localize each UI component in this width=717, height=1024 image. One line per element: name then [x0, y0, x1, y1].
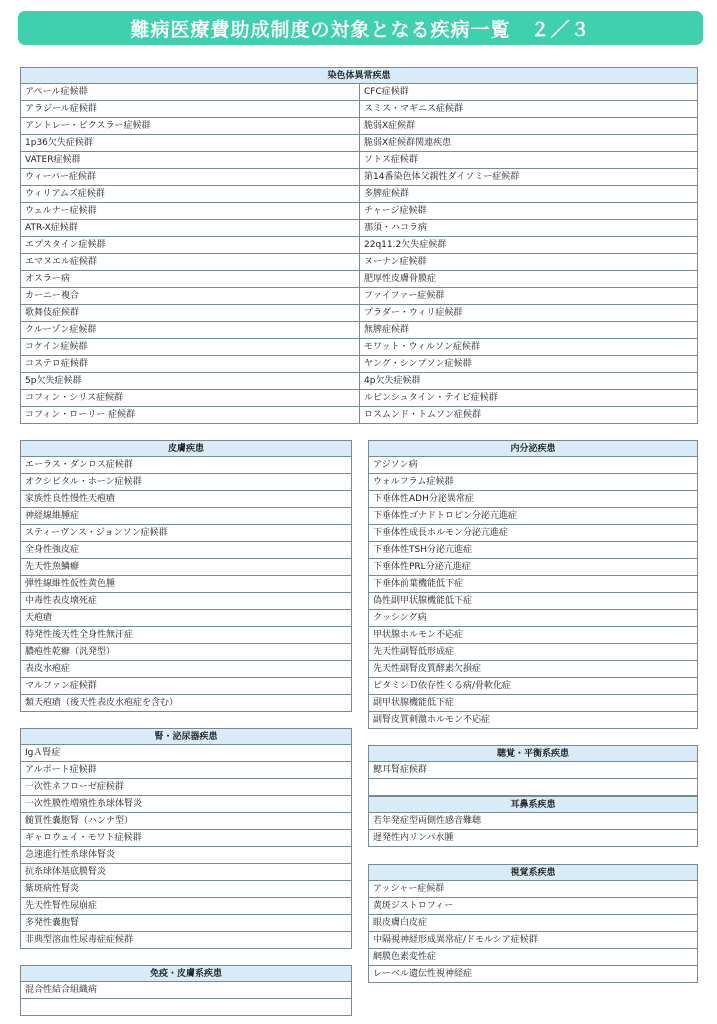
disease-row: 無脾症候群	[359, 322, 698, 339]
page-title: 難病医療費助成制度の対象となる疾病一覧 ２／３	[18, 11, 703, 45]
disease-row: 歌舞伎症候群	[20, 305, 359, 322]
disease-row: 抗糸球体基底膜腎炎	[20, 864, 352, 881]
disease-row: オクシピタル・ホーン症候群	[20, 474, 352, 491]
disease-row: 紫斑病性腎炎	[20, 881, 352, 898]
section-header: 染色体異常疾患	[20, 67, 698, 84]
disease-row: 中毒性表皮壊死症	[20, 593, 352, 610]
disease-row: ロスムンド・トムソン症候群	[359, 407, 698, 424]
disease-row: コフィン・シリス症候群	[20, 390, 359, 407]
disease-row: アペール症候群	[20, 84, 359, 101]
disease-row: 先天性魚鱗癬	[20, 559, 352, 576]
disease-row: スミス・マギニス症候群	[359, 101, 698, 118]
disease-row: ルビンシュタイン・テイビ症候群	[359, 390, 698, 407]
disease-row: 眼皮膚白皮症	[368, 915, 698, 932]
disease-row: 先天性副腎皮質酵素欠損症	[368, 661, 698, 678]
empty-row	[20, 999, 352, 1016]
disease-row: 混合性結合組織病	[20, 982, 352, 999]
disease-row: ウェルナー症候群	[20, 203, 359, 220]
disease-row: アジソン病	[368, 457, 698, 474]
disease-row: エマヌエル症候群	[20, 254, 359, 271]
disease-row: 黄斑ジストロフィー	[368, 898, 698, 915]
disease-row: 下垂体性成長ホルモン分泌亢進症	[368, 525, 698, 542]
chromosome-left-column	[20, 84, 359, 424]
disease-row: 遅発性内リンパ水腫	[368, 830, 698, 847]
disease-row: VATER症候群	[20, 152, 359, 169]
disease-row: ヌーナン症候群	[359, 254, 698, 271]
disease-row: モワット・ウィルソン症候群	[359, 339, 698, 356]
disease-row: 急速進行性糸球体腎炎	[20, 847, 352, 864]
disease-row: 全身性強皮症	[20, 542, 352, 559]
disease-row: スティーヴンス・ジョンソン症候群	[20, 525, 352, 542]
disease-row: 特発性後天性全身性無汗症	[20, 627, 352, 644]
disease-row: 天疱瘡	[20, 610, 352, 627]
disease-row: エプスタイン症候群	[20, 237, 359, 254]
disease-row: コケイン症候群	[20, 339, 359, 356]
disease-row: 下垂体性ゴナドトロピン分泌亢進症	[368, 508, 698, 525]
disease-row: プラダー・ウィリ症候群	[359, 305, 698, 322]
disease-row: 肥厚性皮膚骨膜症	[359, 271, 698, 288]
disease-row: 類天疱瘡（後天性表皮水疱症を含む）	[20, 695, 352, 712]
disease-row: 那須・ハコラ病	[359, 220, 698, 237]
section-endocrine	[368, 440, 698, 729]
section-header: 視覚系疾患	[368, 864, 698, 881]
disease-row: CFC症候群	[359, 84, 698, 101]
disease-row: アッシャー症候群	[368, 881, 698, 898]
disease-row: 1p36欠失症候群	[20, 135, 359, 152]
disease-row: ウィーバー症候群	[20, 169, 359, 186]
disease-row: ATR-X症候群	[20, 220, 359, 237]
disease-row: レーベル遺伝性視神経症	[368, 966, 698, 983]
disease-row: アントレー・ビクスラー症候群	[20, 118, 359, 135]
disease-row: 中隔視神経形成異常症/ドモルシア症候群	[368, 932, 698, 949]
chromosome-right-column	[359, 84, 698, 424]
disease-row: 多発性嚢胞腎	[20, 915, 352, 932]
section-header: 免疫・皮膚系疾患	[20, 965, 352, 982]
disease-row: 副腎皮質刺激ホルモン不応症	[368, 712, 698, 729]
disease-row: クルーゾン症候群	[20, 322, 359, 339]
disease-row: 5p欠失症候群	[20, 373, 359, 390]
disease-row: コフィン・ローリー 症候群	[20, 407, 359, 424]
disease-row: 表皮水疱症	[20, 661, 352, 678]
disease-row: 弾性線維性仮性黄色腫	[20, 576, 352, 593]
disease-row: オスラー病	[20, 271, 359, 288]
disease-row: 多脾症候群	[359, 186, 698, 203]
section-hearing	[368, 745, 698, 796]
disease-row: 22q11.2欠失症候群	[359, 237, 698, 254]
disease-row: ギャロウェイ・モワト症候群	[20, 830, 352, 847]
section-header: 腎・泌尿器疾患	[20, 728, 352, 745]
section-header: 聴覚・平衡系疾患	[368, 745, 698, 762]
disease-row: IgＡ腎症	[20, 745, 352, 762]
disease-row: マルファン症候群	[20, 678, 352, 695]
disease-row: 下垂体性PRL分泌亢進症	[368, 559, 698, 576]
disease-row: ウィリアムズ症候群	[20, 186, 359, 203]
disease-row: カーニー複合	[20, 288, 359, 305]
disease-row: 家族性良性慢性天疱瘡	[20, 491, 352, 508]
disease-row: 下垂体性TSH分泌亢進症	[368, 542, 698, 559]
empty-row	[368, 779, 698, 796]
section-ent	[368, 796, 698, 847]
disease-row: ヤング・シンプソン症候群	[359, 356, 698, 373]
section-header: 皮膚疾患	[20, 440, 352, 457]
disease-row: ウォルフラム症候群	[368, 474, 698, 491]
section-vision	[368, 864, 698, 983]
disease-row: 一次性膜性増殖性糸球体腎炎	[20, 796, 352, 813]
disease-row: 網膜色素変性症	[368, 949, 698, 966]
disease-row: 髄質性嚢胞腎（ハンナ型）	[20, 813, 352, 830]
disease-row: 神経線維腫症	[20, 508, 352, 525]
disease-row: コステロ症候群	[20, 356, 359, 373]
disease-row: アラジール症候群	[20, 101, 359, 118]
section-skin	[20, 440, 352, 712]
disease-row: 第14番染色体父親性ダイソミー症候群	[359, 169, 698, 186]
disease-row: 先天性副腎低形成症	[368, 644, 698, 661]
disease-row: 膿疱性乾癬（汎発型）	[20, 644, 352, 661]
disease-row: 偽性副甲状腺機能低下症	[368, 593, 698, 610]
section-chromosome	[20, 67, 698, 424]
disease-row: 下垂体前葉機能低下症	[368, 576, 698, 593]
section-header: 耳鼻系疾患	[368, 796, 698, 813]
disease-row: 甲状腺ホルモン不応症	[368, 627, 698, 644]
disease-row: クッシング病	[368, 610, 698, 627]
disease-row: 若年発症型両側性感音難聴	[368, 813, 698, 830]
disease-row: ファイファー症候群	[359, 288, 698, 305]
disease-row: 先天性腎性尿崩症	[20, 898, 352, 915]
disease-row: アルポート症候群	[20, 762, 352, 779]
section-immune	[20, 965, 352, 1016]
disease-row: 4p欠失症候群	[359, 373, 698, 390]
section-kidney	[20, 728, 352, 949]
disease-row: 下垂体性ADH分泌異常症	[368, 491, 698, 508]
disease-row: 非典型溶血性尿毒症症候群	[20, 932, 352, 949]
disease-row: チャージ症候群	[359, 203, 698, 220]
disease-row: 脆弱X症候群関連疾患	[359, 135, 698, 152]
disease-row: ソトス症候群	[359, 152, 698, 169]
disease-row: 一次性ネフローゼ症候群	[20, 779, 352, 796]
disease-row: 鰓耳腎症候群	[368, 762, 698, 779]
section-header: 内分泌疾患	[368, 440, 698, 457]
disease-row: 副甲状腺機能低下症	[368, 695, 698, 712]
disease-row: 脆弱X症候群	[359, 118, 698, 135]
disease-row: エーラス・ダンロス症候群	[20, 457, 352, 474]
disease-row: ビタミンＤ依存性くる病/骨軟化症	[368, 678, 698, 695]
